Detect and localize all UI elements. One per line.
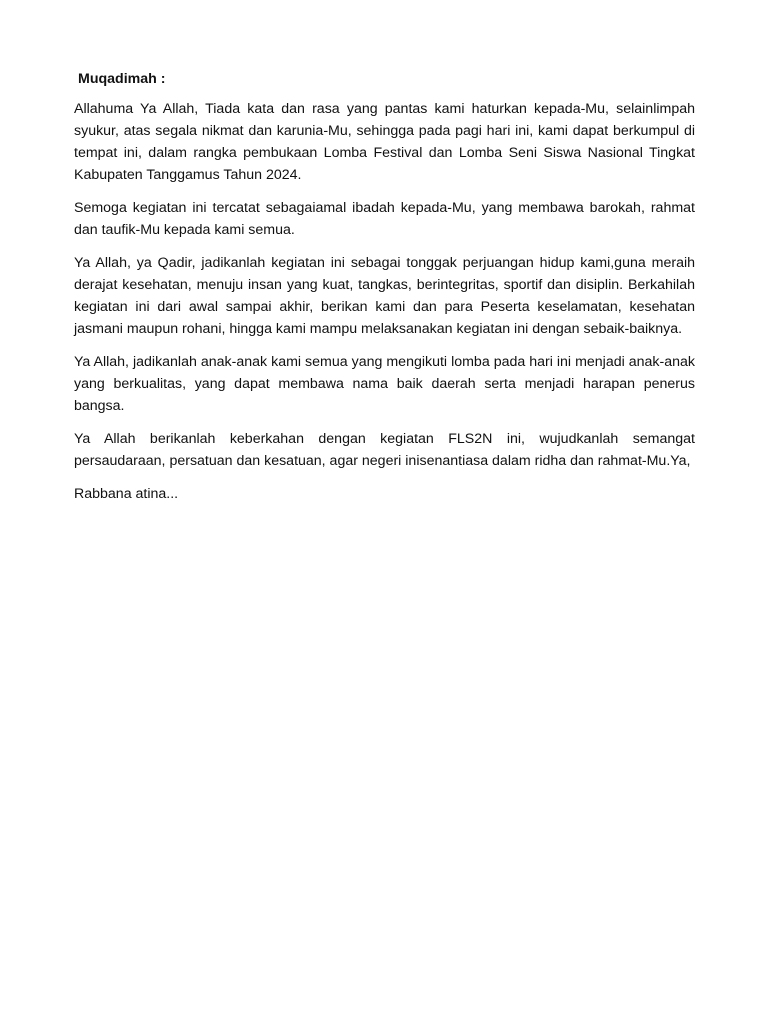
paragraph-struggle: Ya Allah, ya Qadir, jadikanlah kegiatan ini sebagai tonggak perjuangan hidup kami,guna meraih derajat kesehatan, menuju insan yang kuat, tangkas, berintegritas, sportif dan disiplin. Berkahilah kegiatan ini dari awal sampai akhir, berikan kami dan para Peserta keselamatan, kesehatan jasmani maupun rohani, hingga kami mampu melaksanakan kegiatan ini dengan sebaik-baiknya. bbox=[74, 255, 695, 337]
paragraph-blessing: Semoga kegiatan ini tercatat sebagaiamal ibadah kepada-Mu, yang membawa barokah, rahmat dan taufik-Mu kepada kami semua. bbox=[74, 200, 695, 238]
paragraph-children: Ya Allah, jadikanlah anak-anak kami semua yang mengikuti lomba pada hari ini menjadi anak-anak yang berkualitas, yang dapat membawa nama baik daerah serta menjadi harapan penerus bangsa. bbox=[74, 354, 695, 414]
paragraph-opening-prayer: Allahuma Ya Allah, Tiada kata dan rasa yang pantas kami haturkan kepada-Mu, selainlimpah syukur, atas segala nikmat dan karunia-Mu, sehingga pada pagi hari ini, kami dapat berkumpul di tempat ini, dalam rangka pembukaan Lomba Festival dan Lomba Seni Siswa Nasional Tingkat Kabupaten Tanggamus Tahun 2024. bbox=[74, 101, 695, 183]
paragraph-closing: Rabbana atina... bbox=[74, 486, 179, 502]
document-body bbox=[74, 68, 695, 516]
paragraph-fls2n: Ya Allah berikanlah keberkahan dengan kegiatan FLS2N ini, wujudkanlah semangat persaudaraan, persatuan dan kesatuan, agar negeri inisenantiasa dalam ridha dan rahmat-Mu.Ya, bbox=[74, 431, 695, 469]
document-heading: Muqadimah : bbox=[78, 71, 166, 87]
